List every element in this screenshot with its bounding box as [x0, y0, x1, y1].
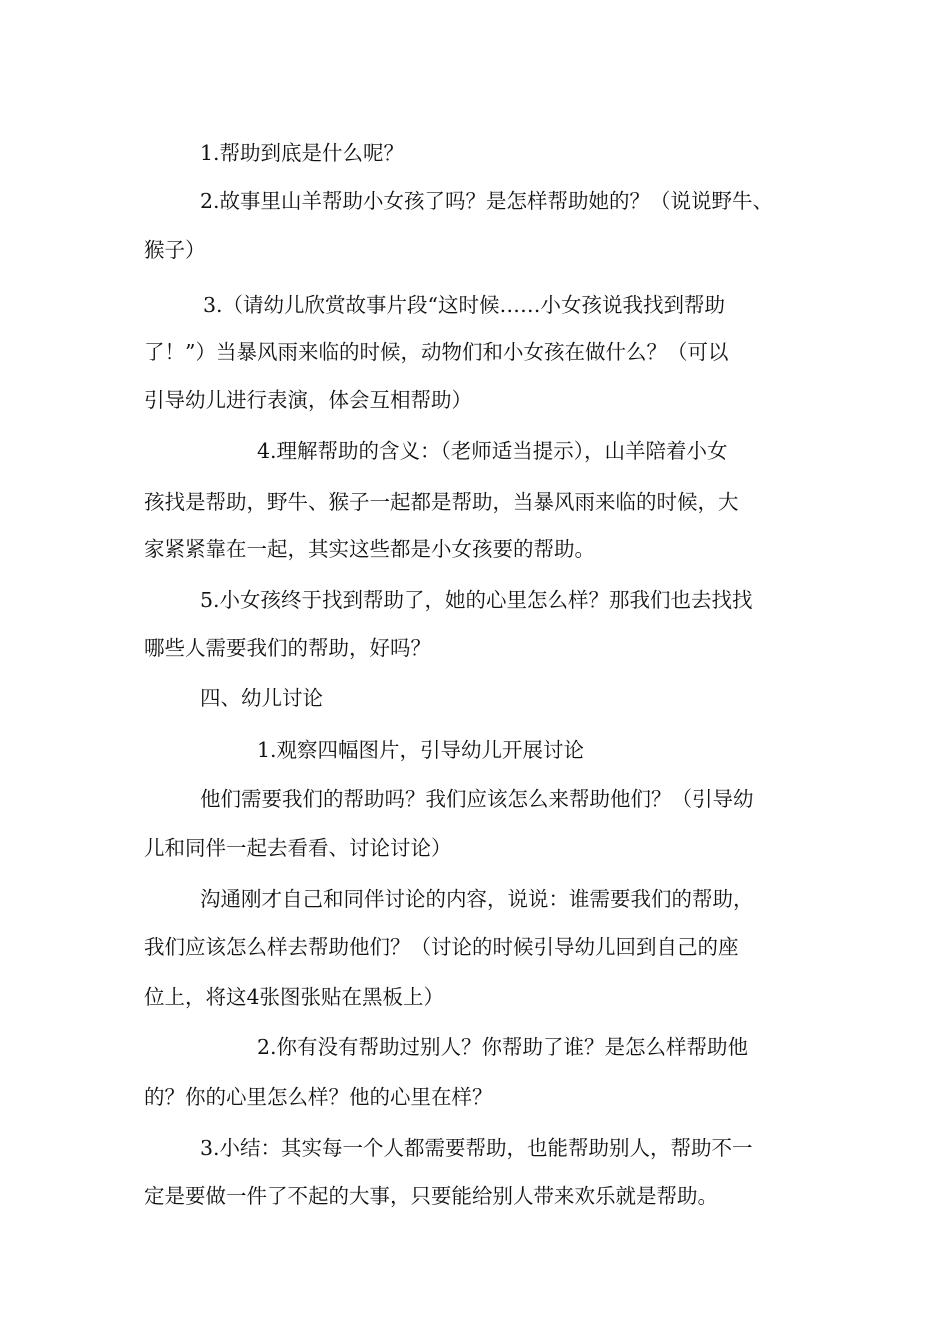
text-line: 2.故事里山羊帮助小女孩了吗？是怎样帮助她的？（说说野牛、 — [200, 189, 774, 213]
text-line: 1.帮助到底是什么呢？ — [200, 141, 405, 165]
text-line: 3.小结：其实每一个人都需要帮助，也能帮助别人，帮助不一 — [200, 1136, 753, 1160]
text-line: 3.（请幼儿欣赏故事片段“这时候……小女孩说我找到帮助 — [203, 293, 726, 317]
text-line: 了！”）当暴风雨来临的时候，动物们和小女孩在做什么？（可以 — [144, 340, 729, 364]
text-line: 家紧紧靠在一起，其实这些都是小女孩要的帮助。 — [144, 537, 595, 561]
text-line: 的？你的心里怎么样？他的心里在样？ — [144, 1085, 493, 1109]
text-line: 哪些人需要我们的帮助，好吗？ — [144, 636, 431, 660]
text-line: 引导幼儿进行表演，体会互相帮助） — [144, 388, 472, 412]
text-line: 4.理解帮助的含义：（老师适当提示），山羊陪着小女 — [257, 439, 728, 463]
text-line: 1.观察四幅图片，引导幼儿开展讨论 — [257, 738, 585, 762]
section-heading: 四、幼儿讨论 — [200, 686, 323, 710]
text-line: 我们应该怎么样去帮助他们？（讨论的时候引导幼儿回到自己的座 — [144, 935, 739, 959]
text-line: 5.小女孩终于找到帮助了，她的心里怎么样？那我们也去找找 — [200, 588, 753, 612]
text-line: 孩找是帮助，野牛、猴子一起都是帮助，当暴风雨来临的时候，大 — [144, 490, 739, 514]
text-line: 他们需要我们的帮助吗？我们应该怎么来帮助他们？（引导幼 — [200, 787, 754, 811]
text-line: 儿和同伴一起去看看、讨论讨论） — [144, 836, 452, 860]
text-line: 位上，将这4张图张贴在黑板上） — [144, 985, 445, 1009]
text-line: 定是要做一件了不起的大事，只要能给别人带来欢乐就是帮助。 — [144, 1184, 718, 1208]
text-line: 2.你有没有帮助过别人？你帮助了谁？是怎么样帮助他 — [257, 1035, 749, 1059]
text-line: 猴子） — [144, 238, 206, 262]
text-line: 沟通刚才自己和同伴讨论的内容，说说：谁需要我们的帮助， — [200, 887, 754, 911]
